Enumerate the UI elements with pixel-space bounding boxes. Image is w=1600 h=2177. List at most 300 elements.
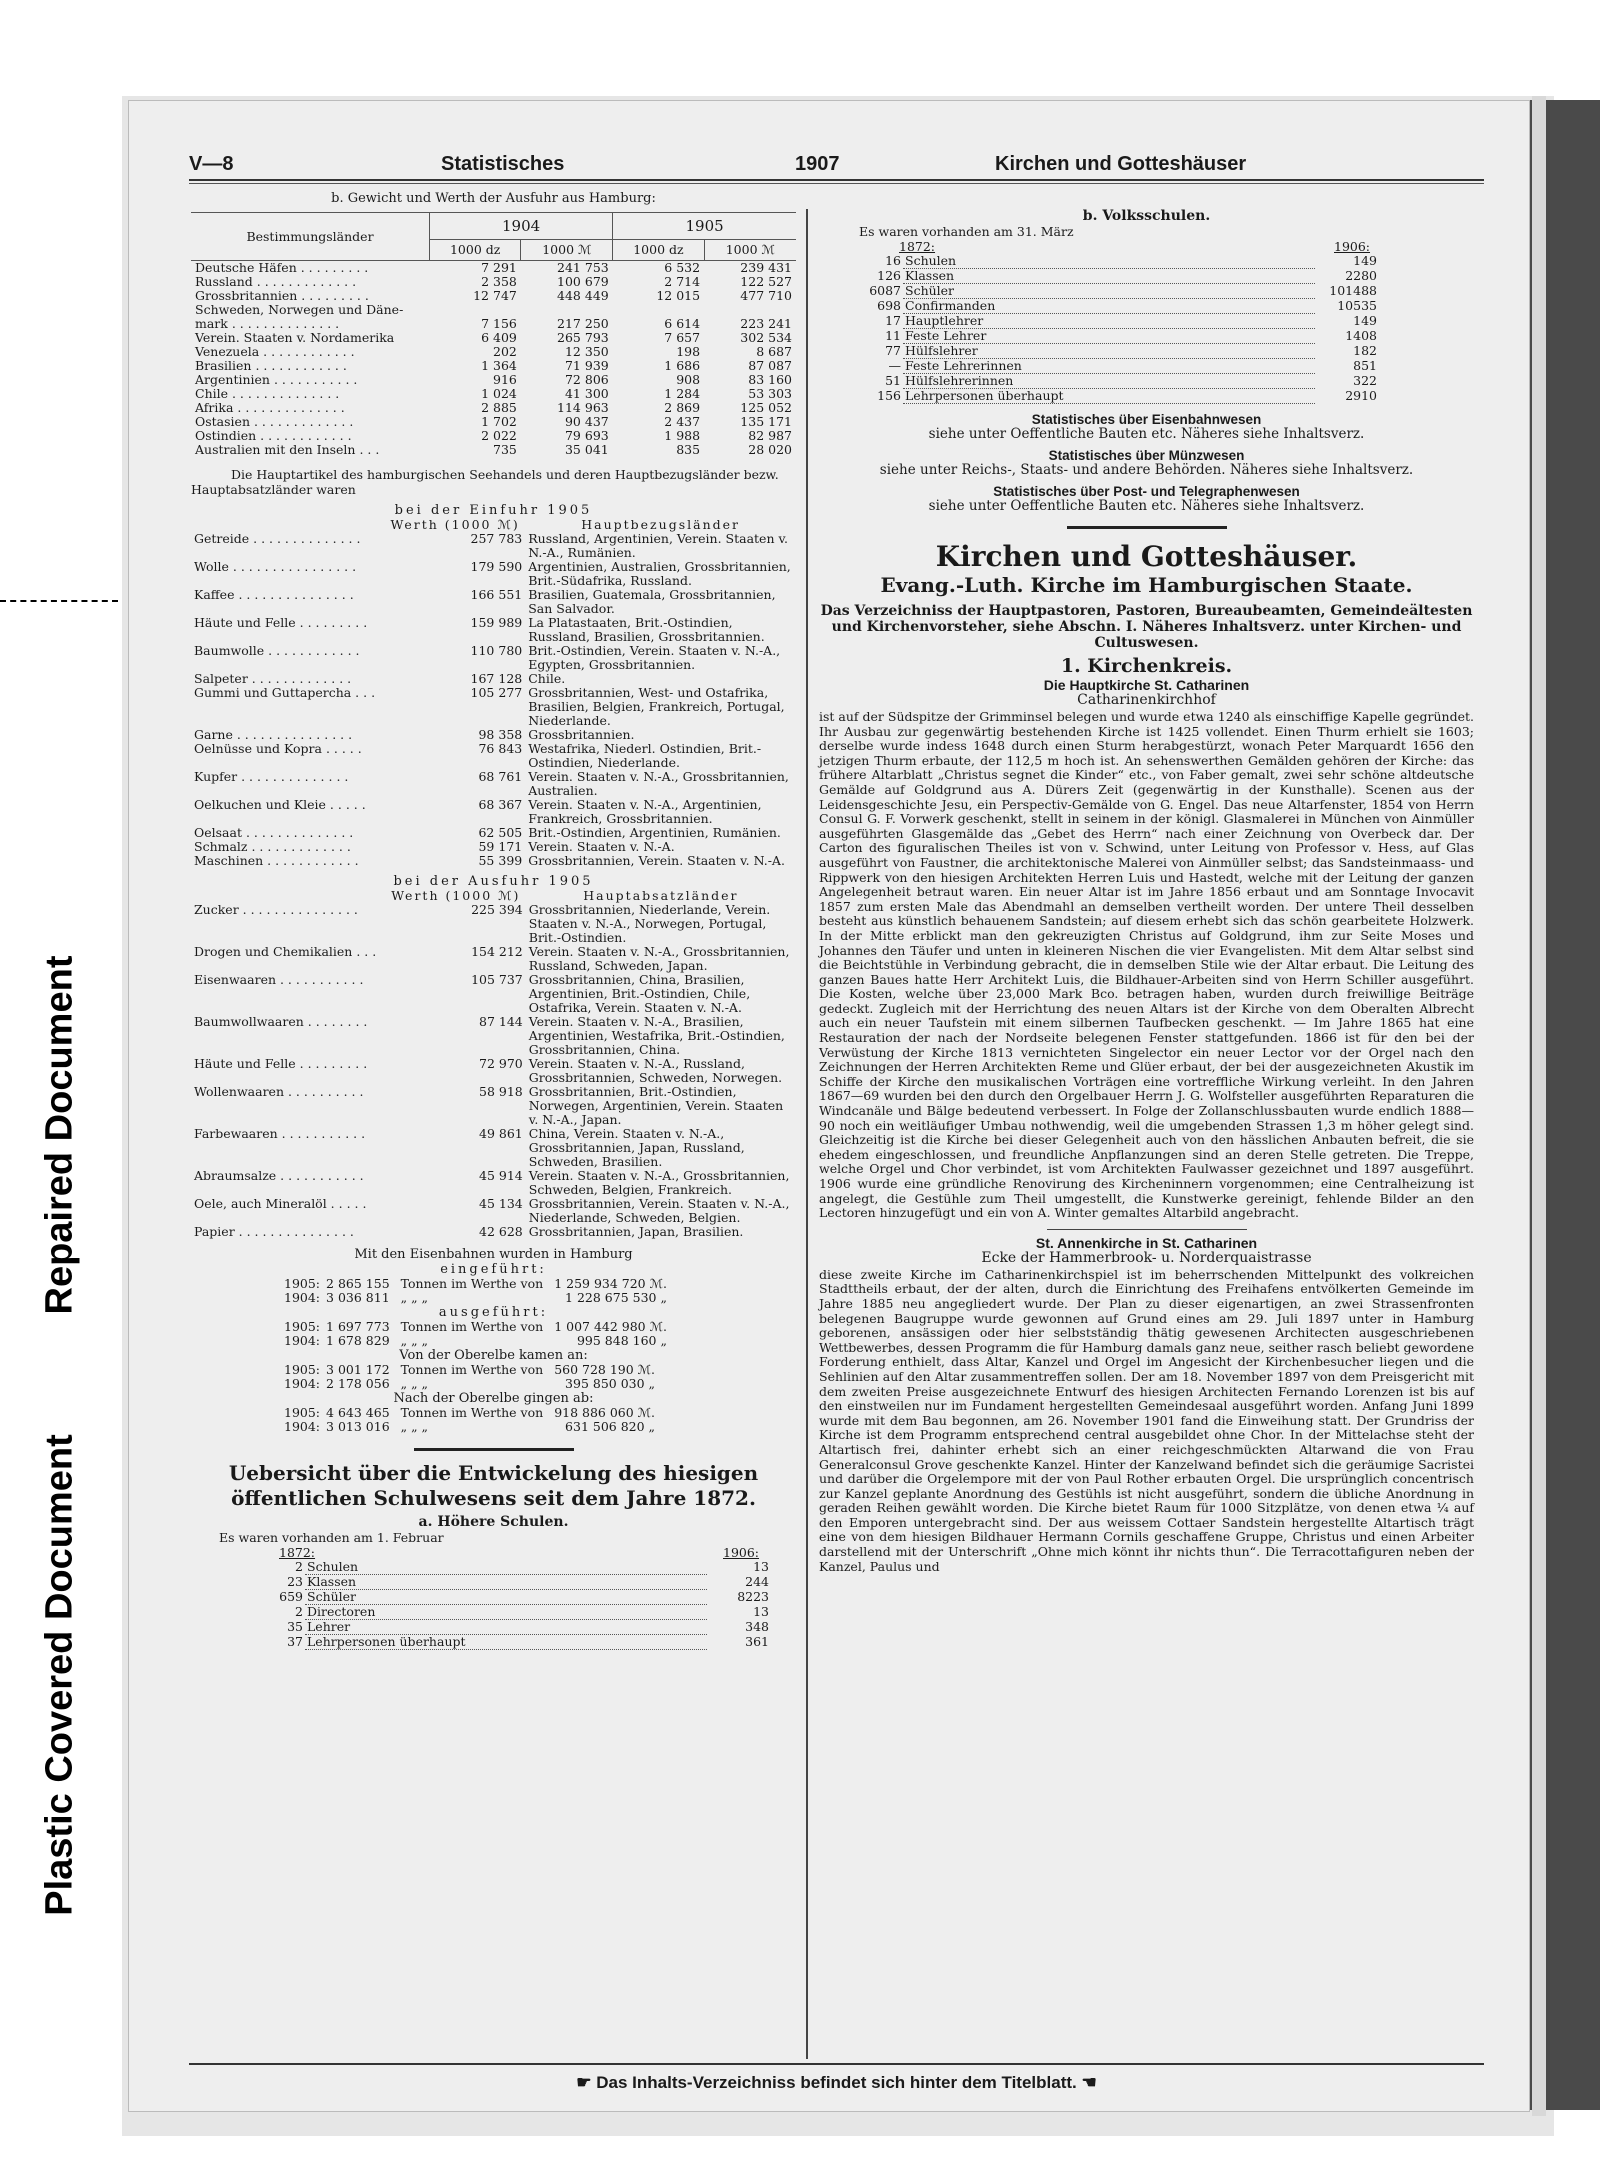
year: 1904: <box>284 1290 321 1305</box>
article-name: Maschinen . . . . . . . . . . . . <box>194 854 359 868</box>
volksschulen-table <box>859 254 1379 404</box>
table-row <box>859 314 1379 329</box>
table-row <box>191 770 796 798</box>
higher-schools-intro: Es waren vorhanden am 1. Februar <box>219 1530 444 1545</box>
table-row <box>191 840 796 854</box>
country-name: Chile . . . . . . . . . . . . . . <box>195 386 340 401</box>
table-row <box>281 1277 670 1291</box>
cell-value: 223 241 <box>740 316 792 331</box>
article-value: 105 737 <box>471 972 523 987</box>
article-countries: Grossbritannien, China, Brasilien, Argentinien, Brit.-Ostindien, Chile, Ostafrika, Verein. Staaten v. N.-A. <box>528 972 751 1015</box>
value-1872: 2 <box>295 1559 303 1575</box>
text: Tonnen im Werthe von <box>400 1276 544 1291</box>
article-name: Kaffee . . . . . . . . . . . . . . . <box>194 588 354 602</box>
cell-value: 217 250 <box>557 316 609 331</box>
table-row <box>191 443 796 457</box>
cell-value: 1 364 <box>481 358 517 373</box>
cell-value: 125 052 <box>740 400 792 415</box>
value-1872: 156 <box>877 388 901 403</box>
col-header-unit: 1000 ℳ <box>521 240 613 261</box>
value-1906: 244 <box>745 1574 769 1589</box>
article-value: 87 144 <box>479 1014 523 1029</box>
churches-subtitle: Evang.-Luth. Kirche im Hamburgischen Staate. <box>880 573 1413 597</box>
row-label: Schüler <box>903 284 1315 299</box>
church1-text: ist auf der Südspitze der Grimminsel belegen und wurde etwa 1240 als einschiffige Kapelle gegründet. Ihr Ausbau zur gegenwärtig bestehenden Kirche ist 1425 vollendet. Einen Thurm erhielt sie 1603; derselbe wurde indess 1648 durch einen Sturm herabgestürzt, wonach Peter Marquardt 1656 den jetzigen Thurm erbaute, der 112,5 m hoch ist. An sehenswerthen Gemälden gehören der Kirche: das frühere Altarblatt „Christus segnet die Kinder“ etc., von Faber gemalt, zwei sehr schöne altdeutsche Gemälde auf Goldgrund aus A. Dürers Zeit (gegenwärtig in der Kunsthalle). Scenen aus der Leidensgeschichte Jesu, ein Perspectiv-Gemälde von G. Engel. Das neue Altarfenster, 1854 von Herrn Consul G. F. Vorwerk geschenkt, stellt in seinem in der königl. Glasmalerei in München von Ainmüller ausgeführten Glasgemälde das „Gebet des Herrn“ nach einer Zeichnung von Overbeck dar. Der Carton des figuralischen Theiles ist von v. Schwind, unter Leitung von Professor v. Hess, auf Glas ausgeführt von Faustner, die architektonische Malerei von Ainmüller selbst; das Sandsteinmaass- und Rippwerk von den hiesigen Architekten Herren Luis und Hastedt, welche mit der Leitung der ganzen Angelegenheit betraut waren. Ein neuer Altar ist im Jahre 1856 erbaut und am Sonntage Invocavit 1857 zum ersten Male das Abendmahl an demselben vertheilt worden. Der untere Theil desselben besteht aus künstlich behauenem Sandstein; auf diesem erhebt sich das schön gearbeitete Holzwerk. In der Mitte erblickt man den gekreuzigten Christus auf Goldgrund, ihm zur Seite Moses und Johannes den Täufer und unten in kleineren Nischen die vier Evangelisten. Mit dem Altar selbst sind die Beichtstühle in Verbindung gebracht, die in demselben Stile wie der Altar erbaut. Die Leitung des ganzen Baues hatte Herr Architekt Luis, die Bildhauer-Arbeiten sind von Herrn Schiller ausgeführt. Die Kosten, welche über 23,000 Mark Bco. betragen haben, wurden durch freiwillige Beiträge gedeckt. Zugleich mit der Herrichtung des neuen Altars ist der Kirche von dem Oberalten Albrecht auch ein neuer Taufstein mit einem silbernen Taufbecken geschenkt. — Im Jahre 1865 hat eine Restauration der nach der Nordseite belegenen Fenster stattgefunden. 1866 ist für den bei der Verwüstung der Kirche 1813 vernichteten Singelector ein neuer Lector vor der Orgel nach den Zeichnungen der Herren Architekten Reme und Glüer erbaut, der bei der ausgezeichneten Akustik im Schiffe der Kirche den musikalischen Vorträgen eine vortreffliche Wirkung verleiht. In den Jahren 1867—69 wurden bei den durch den Orgelbauer Herrn J. G. Wolfsteller ausgeführten Reparaturen die Windcanäle und Bälge bedeutend verbessert. In Folge der Zollanschlussbauten wurde endlich 1888—90 noch ein weitläufiger Umbau nothwendig, weil die umgebenden Strassen 1,3 m höher gelegt sind. Gleichzeitig ist die Kirche bei dieser Gelegenheit auch von den hässlichen Anbauten befreit, die sie ehedem eingeschlossen, und freundliche Anpflanzungen sind an deren Stelle getreten. Die Treppe, welche Orgel und Chor verbindet, ist vom Architekten Faulwasser gezeichnet und 1897 ausgeführt. 1906 wurde eine gründliche Renovirung des Kircheninnern vorgenommen; eine Centralheizung ist angelegt, die Gestühle zum Theil umgestellt, die Kunstwerke gereinigt, fehlende Bilder an den Lectoren hinzugefügt und ein von A. Winter gemaltes Altarbild angebracht. <box>819 709 1474 1221</box>
country-name: Brasilien . . . . . . . . . . . . <box>195 358 347 373</box>
table-row <box>859 389 1379 404</box>
article-value: 58 918 <box>479 1084 523 1099</box>
elbe-out-table <box>281 1406 658 1434</box>
year: 1905: <box>284 1362 321 1377</box>
article-value: 42 628 <box>479 1224 523 1239</box>
cell-value: 239 431 <box>740 260 792 275</box>
row-label: Hülfslehrerinnen <box>903 374 1315 389</box>
value-1906: 182 <box>1353 343 1377 358</box>
table-row <box>191 588 796 616</box>
cell-value: 265 793 <box>557 330 609 345</box>
table-row <box>191 798 796 826</box>
table-row <box>191 1085 796 1127</box>
divider <box>1047 1229 1247 1230</box>
table-row <box>859 254 1379 269</box>
article-countries: Brit.-Ostindien, Argentinien, Rumänien. <box>528 825 781 840</box>
country-name: Ostindien . . . . . . . . . . . . <box>195 428 352 443</box>
table-row <box>191 903 796 945</box>
table-row <box>191 1169 796 1197</box>
article-name: Getreide . . . . . . . . . . . . . . <box>194 532 361 546</box>
reference-text: siehe unter Oeffentliche Bauten etc. Näheres siehe Inhaltsverz. <box>928 426 1365 442</box>
row-label: Feste Lehrer <box>903 329 1315 344</box>
export-weight-table <box>191 212 796 457</box>
churches-title: Kirchen und Gotteshäuser. <box>935 540 1358 573</box>
article-name: Drogen und Chemikalien . . . <box>194 945 377 959</box>
article-value: 166 551 <box>470 587 523 602</box>
import-rows <box>191 532 796 868</box>
cell-value: 12 350 <box>564 344 609 359</box>
article-name: Salpeter . . . . . . . . . . . . . <box>194 672 352 686</box>
tons: 4 643 465 <box>326 1405 390 1420</box>
cell-value: 71 939 <box>564 358 609 373</box>
article-name: Wollenwaaren . . . . . . . . . . <box>194 1085 364 1099</box>
country-name: Argentinien . . . . . . . . . . . <box>195 372 358 387</box>
table-row <box>261 1620 771 1635</box>
article-countries: Grossbritannien, West- und Ostafrika, Brasilien, Belgien, Frankreich, Portugal, Niederlande. <box>528 685 785 728</box>
churches-note: Das Verzeichniss der Hauptpastoren, Pastoren, Bureaubeamten, Gemeindeältesten und Kirchenvorsteher, siehe Abschn. I. Näheres Inhaltsverz. unter Kirchen- und Cultuswesen. <box>820 603 1473 651</box>
table-row <box>191 1127 796 1169</box>
article-value: 62 505 <box>478 825 523 840</box>
value-1906: 1408 <box>1345 328 1377 343</box>
row-label: Lehrpersonen überhaupt <box>305 1635 707 1650</box>
year: 1905: <box>284 1276 321 1291</box>
church1-title: Die Hauptkirche St. Catharinen <box>1043 677 1250 693</box>
cell-value: 7 156 <box>481 316 517 331</box>
table-row <box>191 415 796 429</box>
cell-value: 1 702 <box>481 414 517 429</box>
cell-value <box>430 303 521 317</box>
value-1872: 2 <box>295 1604 303 1619</box>
table-row <box>191 289 796 303</box>
value-1872: 6087 <box>869 283 901 298</box>
church2-subtitle: Ecke der Hammerbrook- u. Norderquaistrasse <box>981 1249 1312 1266</box>
article-value: 98 358 <box>478 727 523 742</box>
year: 1905: <box>284 1319 321 1334</box>
header-section-left: Statistisches <box>441 153 565 175</box>
article-value: 110 780 <box>470 643 523 658</box>
references <box>819 412 1474 514</box>
article-countries: Grossbritannien, Verein. Staaten v. N.-A., Niederlande, Schweden, Belgien. <box>528 1196 790 1225</box>
cell-value: 83 160 <box>748 372 792 387</box>
article-countries: Brit.-Ostindien, Verein. Staaten v. N.-A., Egypten, Grossbritannien. <box>528 643 781 672</box>
header-rule-thin <box>189 183 1484 184</box>
table-row <box>281 1320 670 1334</box>
country-name: Russland . . . . . . . . . . . . . <box>195 274 357 289</box>
table-row <box>191 261 796 276</box>
table-row <box>191 387 796 401</box>
rail-in-table <box>281 1277 670 1305</box>
table-row <box>281 1334 670 1348</box>
reference-block <box>819 412 1474 442</box>
article-countries: Verein. Staaten v. N.-A., Grossbritannien, Australien. <box>528 769 789 798</box>
table-row <box>191 359 796 373</box>
article-countries: Verein. Staaten v. N.-A. <box>528 839 675 854</box>
country-name: Ostasien . . . . . . . . . . . . . <box>195 414 354 429</box>
cell-value: 2 437 <box>664 414 701 429</box>
article-countries: Verein. Staaten v. N.-A., Grossbritannien, Russland, Schweden, Japan. <box>528 944 790 973</box>
table-row <box>191 303 796 317</box>
text: „ „ „ <box>400 1376 429 1391</box>
cell-value: 448 449 <box>557 288 609 303</box>
export-table-caption: b. Gewicht und Werth der Ausfuhr aus Hamburg: <box>331 191 656 206</box>
article-countries: Verein. Staaten v. N.-A., Russland, Grossbritannien, Schweden, Norwegen. <box>528 1056 783 1085</box>
fold-line <box>0 600 118 602</box>
cell-value: 1 686 <box>664 358 701 373</box>
table-row <box>859 329 1379 344</box>
row-label: Directoren <box>305 1605 707 1620</box>
header-page-number: V—8 <box>189 153 234 175</box>
table-row <box>191 826 796 840</box>
volksschulen-intro: Es waren vorhanden am 31. März <box>859 224 1074 239</box>
cell-value: 241 753 <box>557 260 609 275</box>
row-label: Feste Lehrerinnen <box>903 359 1315 374</box>
pointing-hand-icon: ☛ <box>576 2073 592 2092</box>
article-countries: Westafrika, Niederl. Ostindien, Brit.-Ostindien, Niederlande. <box>528 741 762 770</box>
article-name: Oele, auch Mineralöl . . . . . <box>194 1197 367 1211</box>
table-row <box>191 373 796 387</box>
country-name: Venezuela . . . . . . . . . . . . <box>195 344 355 359</box>
cell-value: 2 714 <box>664 274 701 289</box>
cell-value: 908 <box>676 372 701 387</box>
table-row <box>191 728 796 742</box>
article-value: 105 277 <box>470 685 523 700</box>
cell-value: 90 437 <box>564 414 609 429</box>
article-countries: Grossbritannien, Brit.-Ostindien, Norwegen, Argentinien, Verein. Staaten v. N.-A., Japan. <box>528 1084 784 1127</box>
cell-value <box>704 303 796 317</box>
article-name: Oelnüsse und Kopra . . . . . <box>194 742 362 756</box>
value-1906: 149 <box>1353 253 1377 269</box>
value-1872: 126 <box>877 268 901 283</box>
table-row <box>191 317 796 331</box>
cell-value: 198 <box>676 344 701 359</box>
reference-block <box>819 448 1474 478</box>
text: „ „ „ <box>400 1333 429 1348</box>
value-1906: 361 <box>745 1634 769 1649</box>
article-value: 154 212 <box>471 944 523 959</box>
table-row <box>281 1291 670 1305</box>
reference-title: Statistisches über Post- und Telegraphenwesen <box>993 484 1300 499</box>
value-1906: 851 <box>1353 358 1377 373</box>
higher-schools-table <box>261 1560 771 1650</box>
row-label: Schulen <box>903 254 1315 269</box>
article-name: Schmalz . . . . . . . . . . . . . <box>194 840 351 854</box>
footer-rule <box>189 2063 1484 2065</box>
cell-value: 79 693 <box>564 428 609 443</box>
table-row <box>859 359 1379 374</box>
article-name: Oelkuchen und Kleie . . . . . <box>194 798 366 812</box>
value-1872: 23 <box>287 1574 303 1589</box>
row-label: Hauptlehrer <box>903 314 1315 329</box>
import-col-countries: Hauptbezugsländer <box>581 517 740 532</box>
table-row <box>281 1363 658 1377</box>
table-row <box>191 532 796 560</box>
rail-in-label: eingeführt: <box>440 1262 547 1277</box>
cell-value: 41 300 <box>564 386 609 401</box>
cell-value: 6 409 <box>481 330 517 345</box>
row-label: Klassen <box>305 1575 707 1590</box>
import-col-value: Werth (1000 ℳ) <box>390 517 520 532</box>
export-col-value: Werth (1000 ℳ) <box>391 888 521 903</box>
cell-value: 135 171 <box>740 414 792 429</box>
table-row <box>191 1057 796 1085</box>
church2-title: St. Annenkirche in St. Catharinen <box>1035 1234 1258 1251</box>
row-label: Lehrer <box>305 1620 707 1635</box>
year: 1904: <box>284 1419 321 1434</box>
header-rule <box>189 179 1484 181</box>
col-header-year-1905: 1905 <box>613 213 796 240</box>
tons: 3 036 811 <box>326 1290 390 1305</box>
table-row <box>191 854 796 868</box>
value-1906: 149 <box>1353 313 1377 328</box>
cell-value: 2 869 <box>664 400 701 415</box>
value-1872: — <box>888 358 901 373</box>
table-row <box>191 275 796 289</box>
cell-value: 2 022 <box>481 428 517 443</box>
tons: 2 865 155 <box>326 1276 390 1291</box>
elbe-in-label: Von der Oberelbe kamen an: <box>399 1348 588 1363</box>
article-name: Häute und Felle . . . . . . . . . <box>194 1057 368 1071</box>
table-row <box>191 945 796 973</box>
table-row <box>191 742 796 770</box>
table-row <box>261 1560 771 1575</box>
export-rows <box>191 903 796 1239</box>
article-countries: Grossbritannien. <box>528 727 635 742</box>
row-label: Confirmanden <box>903 299 1315 314</box>
header-section-right: Kirchen und Gotteshäuser <box>995 153 1247 175</box>
cell-value: 53 303 <box>748 386 792 401</box>
value: 1 228 675 530 „ <box>565 1290 667 1305</box>
table-row <box>281 1377 658 1391</box>
tons: 3 013 016 <box>326 1419 390 1434</box>
article-countries: China, Verein. Staaten v. N.-A., Grossbritannien, Japan, Russland, Schweden, Brasilien. <box>528 1126 745 1169</box>
church2-text: diese zweite Kirche im Catharinenkirchspiel ist im beherrschenden Mittelpunkt des volkreichen Stadttheils erbaut, der der alten, durch die Einrichtung des Freihafens entvölkerten Gemeinde im Jahre 1885 neu angegliedert wurde. Der Plan zu dieser eigenartigen, an zwei Strassenfronten belegenen Baugruppe wurde gewonnen auf Grund eines am 29. Juli 1897 unter in Hamburg geborenen, ansässigen oder hier selbstständig thätig gewesenen Architecten ausgeschriebenen Wettbewerbes, dessen Programm die für Hamburg damals ganz neue, seither rasch beliebt gewordene Forderung enthielt, dass Altar, Kanzel und Orgel im Angesicht der Kirchenbesucher liegen und die Sehlinien auf den Altar zusammentreffen sollen. Der am 18. November 1897 von dem Preisgericht mit dem zweiten Preise ausgezeichnete Entwurf des hiesigen Architecten Fernando Lorenzen ist bis auf den einstweilen nur im Fundament hergestellten Gemeindesaal ausgeführt worden. Anfang Juni 1899 wurde mit dem Bau begonnen, am 26. November 1901 fand die Einweihung statt. Der Grundriss der Kirche ist dem Programm entsprechend central ausgebildet ohne Chor. In der Mittelachse steht der Altartisch frei, dahinter erhebt sich an einer reichgeschmückten Altarwand die von Frau Generalconsul Grove geschenkte Kanzel. Hinter der Kanzelwand befindet sich die geräumige Sacristei und darüber die Orgelempore mit der von Paul Rother erbauten Orgel. Die ursprünglich concentrisch zur Kanzel geplante Anordnung des Gestühls ist nicht ausgeführt, sondern die übliche Anordnung in geraden Reihen gewählt worden. Die Kirche bietet Raum für 1000 Sitzplätze, von denen etwa ¼ auf den Emporen untergebracht sind. Der aus weissem Cottaer Sandstein hergestellte Altartisch trägt eine von dem hiesigen Bildhauer Hermann Cornils geschaffene Gruppe, Christus und einen Arbeiter darstellend mit der Unterschrift „Ohne mich könnt ihr nichts thun“. Die Terracottafiguren neben der Kanzel, Paulus und <box>819 1266 1474 1574</box>
year-to: 1906: <box>1334 239 1371 254</box>
country-name: Afrika . . . . . . . . . . . . . . <box>195 400 345 415</box>
rail-out-label: ausgeführt: <box>438 1305 549 1320</box>
cell-value: 202 <box>493 344 517 359</box>
cell-value: 87 087 <box>748 358 792 373</box>
article-countries: Grossbritannien, Japan, Brasilien. <box>528 1224 744 1239</box>
row-label: Lehrpersonen überhaupt <box>903 389 1315 404</box>
article-name: Kupfer . . . . . . . . . . . . . . <box>194 770 349 784</box>
cell-value: 916 <box>493 372 517 387</box>
article-name: Gummi und Guttapercha . . . <box>194 686 376 700</box>
article-value: 72 970 <box>479 1056 523 1071</box>
value-1872: 16 <box>885 253 901 269</box>
district-heading: 1. Kirchenkreis. <box>1060 655 1233 677</box>
article-value: 68 367 <box>478 797 523 812</box>
value-1906: 8223 <box>737 1589 769 1604</box>
country-name: Deutsche Häfen . . . . . . . . . <box>195 260 369 275</box>
value-1872: 659 <box>279 1589 303 1604</box>
value-1906: 348 <box>745 1619 769 1634</box>
tons: 1 678 829 <box>326 1333 390 1348</box>
cell-value: 2 885 <box>481 400 517 415</box>
table-row <box>261 1575 771 1590</box>
export-table-body <box>191 261 796 458</box>
table-row <box>191 644 796 672</box>
row-label: Schüler <box>305 1590 707 1605</box>
footer-note <box>189 2073 1484 2093</box>
article-value: 179 590 <box>470 559 523 574</box>
cell-value: 6 532 <box>664 260 701 275</box>
elbe-out-label: Nach der Oberelbe gingen ab: <box>393 1391 594 1406</box>
plastic-covered-document-label: Plastic Covered Document <box>38 1434 81 1916</box>
value: 918 886 060 ℳ. <box>554 1405 656 1420</box>
value-1906: 10535 <box>1337 298 1377 313</box>
cell-value: 1 284 <box>664 386 701 401</box>
cell-value: 1 988 <box>664 428 701 443</box>
row-label: Klassen <box>903 269 1315 284</box>
cell-value: 7 657 <box>664 330 701 345</box>
repaired-document-label: Repaired Document <box>38 955 81 1315</box>
article-name: Abraumsalze . . . . . . . . . . . <box>194 1169 364 1183</box>
export-heading: bei der Ausfuhr 1905 <box>393 874 594 889</box>
table-row <box>261 1635 771 1650</box>
cell-value: 28 020 <box>748 442 792 457</box>
article-name: Eisenwaaren . . . . . . . . . . . <box>194 973 364 987</box>
year-to: 1906: <box>723 1545 760 1560</box>
article-countries: Grossbritannien, Niederlande, Verein. Staaten v. N.-A., Norwegen, Portugal, Brit.-Ostindien. <box>528 902 771 945</box>
school-title: Uebersicht über die Entwickelung des hiesigen öffentlichen Schulwesens seit dem Jahre 1872. <box>228 1461 759 1510</box>
cell-value: 35 041 <box>564 442 609 457</box>
cell-value: 12 747 <box>473 288 517 303</box>
table-row <box>261 1590 771 1605</box>
year: 1904: <box>284 1376 321 1391</box>
article-value: 257 783 <box>470 531 523 546</box>
table-row <box>859 344 1379 359</box>
value-1872: 77 <box>885 343 901 358</box>
article-value: 225 394 <box>471 902 523 917</box>
col-header-unit: 1000 dz <box>430 240 521 261</box>
article-name: Wolle . . . . . . . . . . . . . . . . <box>194 560 357 574</box>
country-name: Grossbritannien . . . . . . . . . <box>195 288 369 303</box>
table-row <box>261 1605 771 1620</box>
article-name: Garne . . . . . . . . . . . . . . . <box>194 728 353 742</box>
country-name: Schweden, Norwegen und Däne- <box>195 302 404 317</box>
reference-text: siehe unter Reichs-, Staats- und andere Behörden. Näheres siehe Inhaltsverz. <box>879 462 1414 478</box>
value-1872: 51 <box>885 373 901 388</box>
rail-out-table <box>281 1320 670 1348</box>
table-row <box>191 345 796 359</box>
col-header-unit: 1000 ℳ <box>704 240 796 261</box>
cell-value: 12 015 <box>656 288 701 303</box>
article-value: 76 843 <box>478 741 523 756</box>
article-name: Häute und Felle . . . . . . . . . <box>194 616 368 630</box>
year: 1905: <box>284 1405 321 1420</box>
table-row <box>191 331 796 345</box>
article-value: 167 128 <box>470 671 523 686</box>
page-edge <box>1532 96 1546 2116</box>
value: 995 848 160 „ <box>576 1333 667 1348</box>
article-value: 68 761 <box>478 769 523 784</box>
value-1872: 11 <box>885 328 901 343</box>
article-countries: Verein. Staaten v. N.-A., Brasilien, Argentinien, Westafrika, Brit.-Ostindien, Grossbritannien, China. <box>528 1014 785 1057</box>
table-row <box>191 672 796 686</box>
left-column <box>191 191 796 1650</box>
table-row <box>191 1015 796 1057</box>
col-header-countries: Bestimmungsländer <box>191 213 430 261</box>
value: 395 850 030 „ <box>565 1376 656 1391</box>
year-from: 1872: <box>899 239 936 254</box>
cell-value: 122 527 <box>740 274 792 289</box>
article-countries: Grossbritannien, Verein. Staaten v. N.-A. <box>528 853 785 868</box>
col-header-unit: 1000 dz <box>613 240 704 261</box>
table-row <box>859 284 1379 299</box>
value: 631 506 820 „ <box>565 1419 656 1434</box>
export-articles-table <box>191 889 796 1239</box>
table-row <box>859 269 1379 284</box>
table-row <box>191 616 796 644</box>
pointing-hand-icon: ☚ <box>1081 2073 1097 2092</box>
value: 1 007 442 980 ℳ. <box>554 1319 667 1334</box>
article-name: Baumwollwaaren . . . . . . . . <box>194 1015 368 1029</box>
text: Tonnen im Werthe von <box>400 1405 544 1420</box>
text: „ „ „ <box>400 1419 429 1434</box>
article-countries: Verein. Staaten v. N.-A., Grossbritannien, Schweden, Belgien, Frankreich. <box>528 1168 790 1197</box>
value-1906: 2280 <box>1345 268 1377 283</box>
value-1906: 101488 <box>1329 283 1377 298</box>
country-name: Verein. Staaten v. Nordamerika <box>195 330 395 345</box>
higher-schools-heading: a. Höhere Schulen. <box>418 1514 569 1530</box>
text: Tonnen im Werthe von <box>400 1319 544 1334</box>
header-year: 1907 <box>795 153 840 175</box>
table-row <box>191 973 796 1015</box>
cell-value: 735 <box>493 442 517 457</box>
table-row <box>859 374 1379 389</box>
country-name: mark . . . . . . . . . . . . . . <box>195 316 340 331</box>
row-label: Schulen <box>305 1560 707 1575</box>
articles-intro: Die Hauptartikel des hamburgischen Seehandels und deren Hauptbezugsländer bezw. Hauptabsatzländer waren <box>191 467 779 497</box>
import-articles-table <box>191 518 796 868</box>
article-name: Zucker . . . . . . . . . . . . . . . <box>194 903 358 917</box>
reference-title: Statistisches über Eisenbahnwesen <box>1031 412 1262 427</box>
col-header-year-1904: 1904 <box>430 213 613 240</box>
year: 1904: <box>284 1333 321 1348</box>
cell-value: 8 687 <box>756 344 792 359</box>
table-row <box>191 401 796 415</box>
cell-value: 114 963 <box>557 400 609 415</box>
article-countries: Russland, Argentinien, Verein. Staaten v. N.-A., Rumänien. <box>528 531 789 560</box>
church1-subtitle: Catharinenkirchhof <box>1077 692 1216 708</box>
